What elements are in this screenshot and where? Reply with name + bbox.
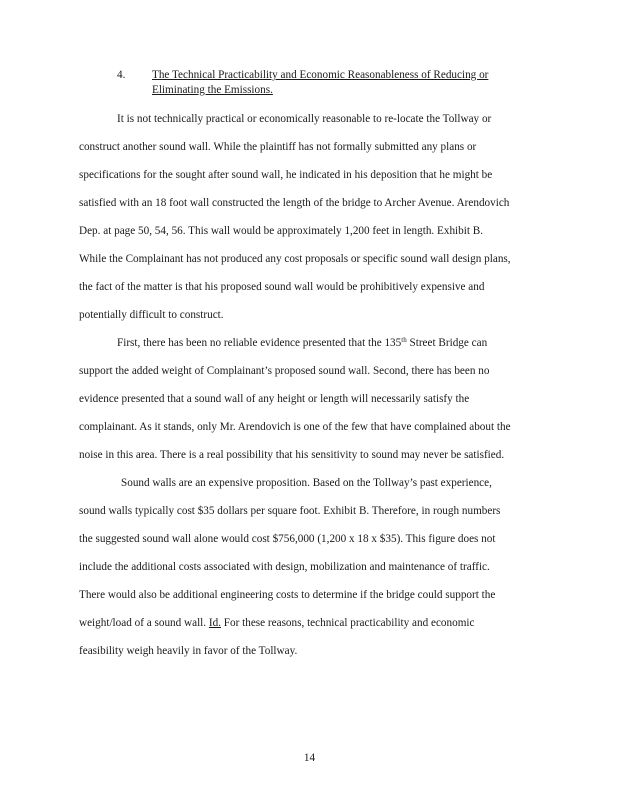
paragraph-line: It is not technically practical or economically reasonable to re-locate the Tollway or xyxy=(117,113,492,125)
paragraph-line: include the additional costs associated with design, mobilization and maintenance of traffic. xyxy=(79,561,490,573)
paragraph-line: specifications for the sought after sound wall, he indicated in his deposition that he might be xyxy=(79,169,493,181)
section-title xyxy=(152,68,542,98)
paragraph-line: evidence presented that a sound wall of any height or length will necessarily satisfy the xyxy=(79,393,470,405)
paragraph-line: sound walls typically cost $35 dollars per square foot. Exhibit B. Therefore, in rough numbers xyxy=(79,505,501,517)
ordinal-suffix: th xyxy=(401,336,407,344)
paragraph-line: construct another sound wall. While the plaintiff has not formally submitted any plans or xyxy=(79,141,477,153)
citation-id: Id. xyxy=(208,617,221,629)
paragraph-line: complainant. As it stands, only Mr. Arendovich is one of the few that have complained about the xyxy=(79,421,511,433)
section-number: 4. xyxy=(117,69,126,81)
paragraph-line: potentially difficult to construct. xyxy=(79,309,224,321)
paragraph-line: feasibility weigh heavily in favor of the Tollway. xyxy=(79,645,298,657)
paragraph-line xyxy=(117,336,487,350)
line-text: For these reasons, technical practicability and economic xyxy=(221,617,475,629)
paragraph-line: Dep. at page 50, 54, 56. This wall would be approximately 1,200 feet in length. Exhibit B. xyxy=(79,225,484,237)
section-title-line-1: The Technical Practicability and Economic Reasonableness of Reducing or xyxy=(152,69,489,81)
section-title-line-2: Eliminating the Emissions. xyxy=(152,84,273,96)
line-text: Street Bridge can xyxy=(406,337,488,349)
paragraph-line: While the Complainant has not produced any cost proposals or specific sound wall design plans, xyxy=(79,253,511,265)
paragraph-line: the fact of the matter is that his proposed sound wall would be prohibitively expensive and xyxy=(79,281,485,293)
paragraph-line: Sound walls are an expensive proposition. Based on the Tollway’s past experience, xyxy=(121,477,492,489)
paragraph-line: satisfied with an 18 foot wall constructed the length of the bridge to Archer Avenue. Arendovich xyxy=(79,197,510,209)
paragraph-line: the suggested sound wall alone would cost $756,000 (1,200 x 18 x $35). This figure does not xyxy=(79,533,496,545)
paragraph-line: noise in this area. There is a real possibility that his sensitivity to sound may never be satisfied. xyxy=(79,449,505,461)
line-text: First, there has been no reliable evidence presented that the 135 xyxy=(117,337,402,349)
paragraph-line: support the added weight of Complainant’s proposed sound wall. Second, there has been no xyxy=(79,365,490,377)
paragraph-line: There would also be additional engineering costs to determine if the bridge could support the xyxy=(79,589,496,601)
line-text: weight/load of a sound wall. xyxy=(79,617,209,629)
page-number: 14 xyxy=(303,752,316,764)
paragraph-line xyxy=(79,616,475,630)
